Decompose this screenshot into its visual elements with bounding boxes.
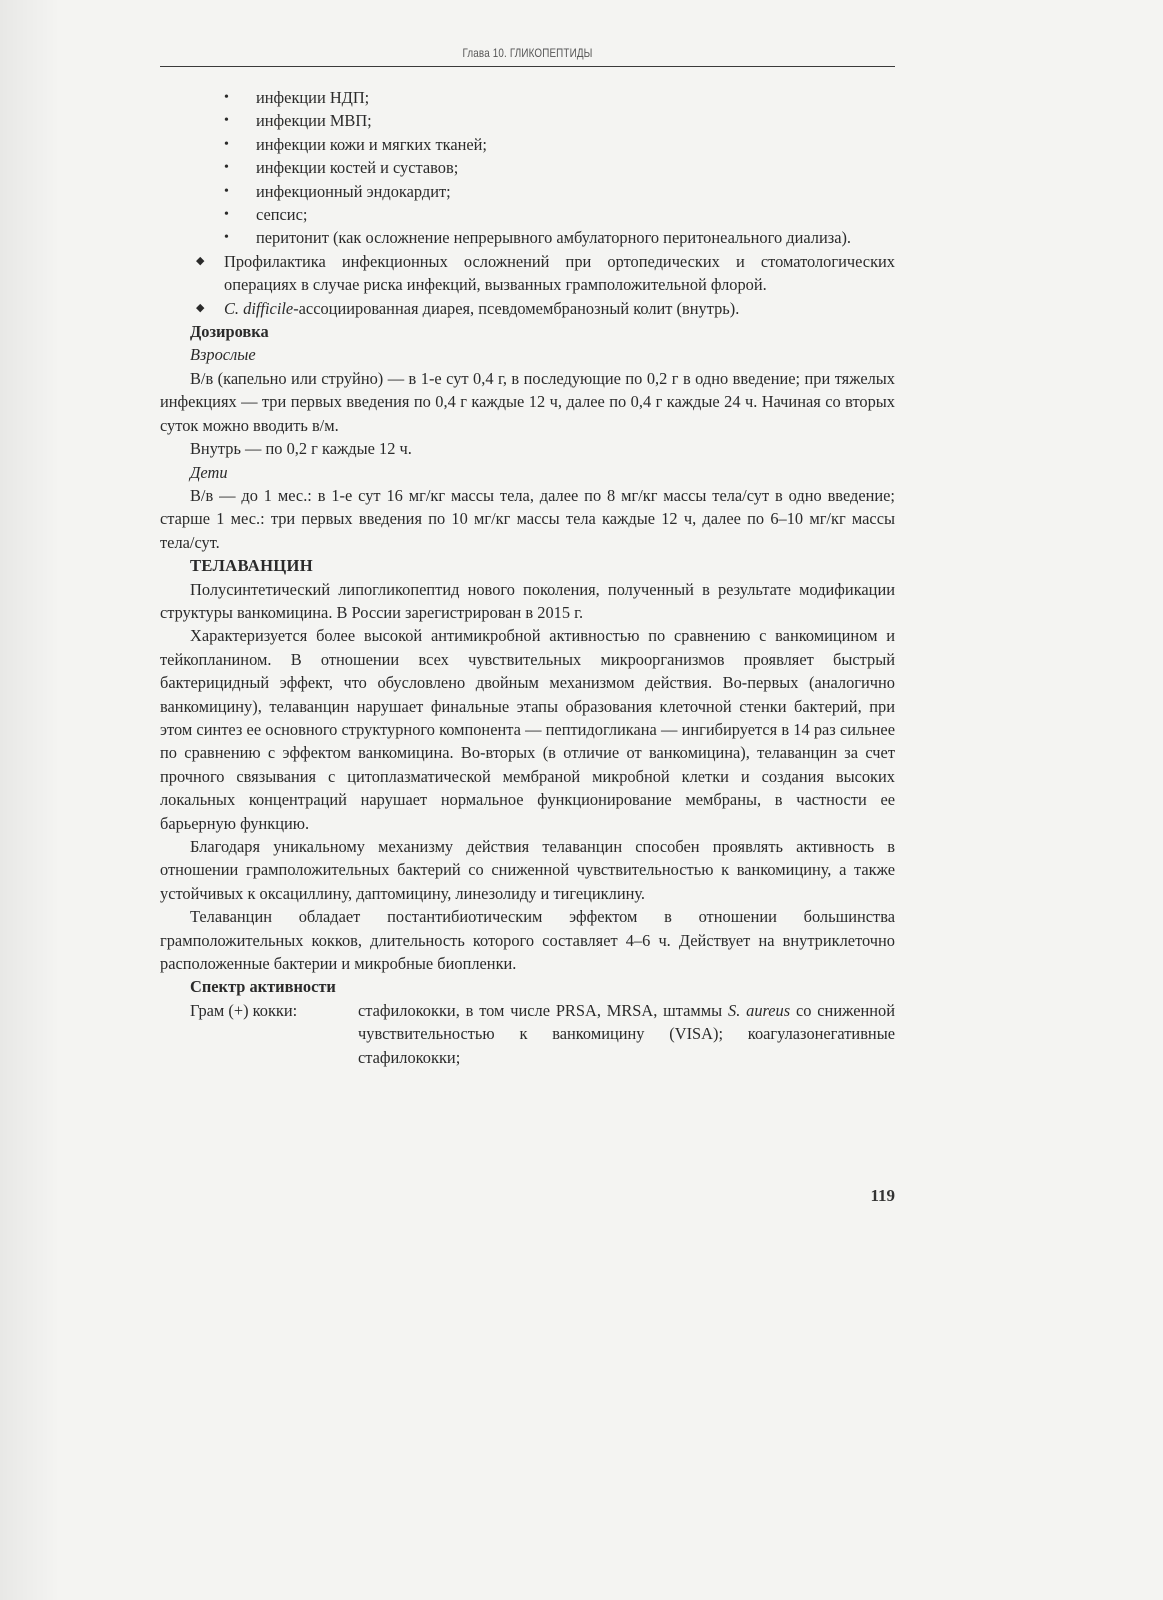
children-heading: Дети <box>190 462 228 482</box>
list-item: ◆ Профилактика инфекционных осложнений при ортопедических и стоматологических операциях в случае риска инфекций, вызванных грамположительной флорой. <box>196 251 895 295</box>
paragraph: Полусинтетический липогликопептид нового поколения, полученный в результате модификации структуры ванкомицина. В России зарегистрирован в 2015 г. <box>160 579 895 622</box>
spectrum-heading: Спектр активности <box>190 977 336 997</box>
page-gutter-shadow <box>0 0 60 1600</box>
diamond-bullet-icon: ◆ <box>196 254 205 267</box>
paragraph: Характеризуется более высокой антимикробной активностью по сравнению с ванкомицином и тейкопланином. В отношении всех чувствительных микроорганизмов проявляет быстрый бактерицидный эффект, что обусловлено двойным механизмом действия. Во-первых (аналогично ванкомицину), телаванцин нарушает финальные этапы образования клеточной стенки бактерий, при этом синтез ее основного структурного компонента — пептидогликана — ингибируется в 14 раз сильнее по сравнению с эффектом ванкомицина. Во-вторых (в отличие от ванкомицина), телаванцин за счет прочного связывания с цитоплазматической мембраной микробной клетки и создания высоких локальных концентраций нарушает нормальное функционирование мембраны, в частности ее барьерную функцию. <box>160 626 895 833</box>
bullet-dot-icon: • <box>224 207 229 223</box>
bullet-dot-icon: • <box>224 136 229 152</box>
list-item: • инфекции костей и суставов; <box>190 156 895 179</box>
adults-oral-text: Внутрь — по 0,2 г каждые 12 ч. <box>190 439 412 459</box>
running-head: Глава 10. ГЛИКОПЕПТИДЫ <box>462 46 593 60</box>
section-title: ТЕЛАВАНЦИН <box>190 556 313 576</box>
list-item: • инфекции кожи и мягких тканей; <box>190 133 895 156</box>
adults-iv-text: В/в (капельно или струйно) — в 1-е сут 0,4 г, в последующие по 0,2 г в одно введение; при тяжелых инфекциях — три первых введения по 0,4 г каждые 12 ч, далее по 0,4 г каждые 24 ч. Начиная со вторых суток можно вводить в/м. <box>160 368 895 435</box>
page-content <box>160 86 895 1069</box>
bullet-dot-icon: • <box>224 90 229 105</box>
list-item: • инфекции МВП; <box>190 109 895 132</box>
spectrum-row <box>190 999 895 1069</box>
list-item: • инфекции НДП; <box>190 86 895 109</box>
diamond-bullet-icon: ◆ <box>196 301 205 314</box>
spectrum-text: стафилококки, в том числе PRSA, MRSA, штаммы S. aureus со сниженной чувствительностью к ванкомицину (VISA); коагулазонегативные стафилококки; <box>358 1000 895 1067</box>
paragraph: Телаванцин обладает постантибиотическим эффектом в отношении большинства грамположительных кокков, длительность которого составляет 4–6 ч. Действует на внутриклеточно расположенные бактерии и микробные биопленки. <box>160 907 895 974</box>
bullet-dot-icon: • <box>224 113 229 129</box>
paragraph: Благодаря уникальному механизму действия телаванцин способен проявлять активность в отношении грамположительных бактерий со сниженной чувствительностью к ванкомицину, а также устойчивых к оксациллину, даптомицину, линезолиду и тигециклину. <box>160 837 895 903</box>
children-text: В/в — до 1 мес.: в 1-е сут 16 мг/кг массы тела, далее по 8 мг/кг массы тела/сут в одно введение; старше 1 мес.: три первых введения по 10 мг/кг массы тела каждые 12 ч, далее по 6–10 мг/кг массы тела/сут. <box>160 485 895 552</box>
bullet-dot-icon: • <box>224 160 229 176</box>
spectrum-label: Грам (+) кокки: <box>190 1000 298 1020</box>
dosage-heading: Дозировка <box>190 322 269 342</box>
adults-heading: Взрослые <box>190 345 256 365</box>
header-rule <box>160 66 895 67</box>
sub-bullet-list <box>190 86 895 250</box>
page-number: 119 <box>870 1186 895 1205</box>
list-item: • перитонит (как осложнение непрерывного амбулаторного перитонеального диализа). <box>190 226 895 249</box>
list-item: • сепсис; <box>190 203 895 226</box>
bullet-dot-icon: • <box>224 183 229 199</box>
list-item: • инфекционный эндокардит; <box>190 180 895 203</box>
bullet-dot-icon: • <box>224 230 229 246</box>
list-item: ◆ C. difficile-ассоциированная диарея, псевдомембранозный колит (внутрь). <box>190 297 895 320</box>
